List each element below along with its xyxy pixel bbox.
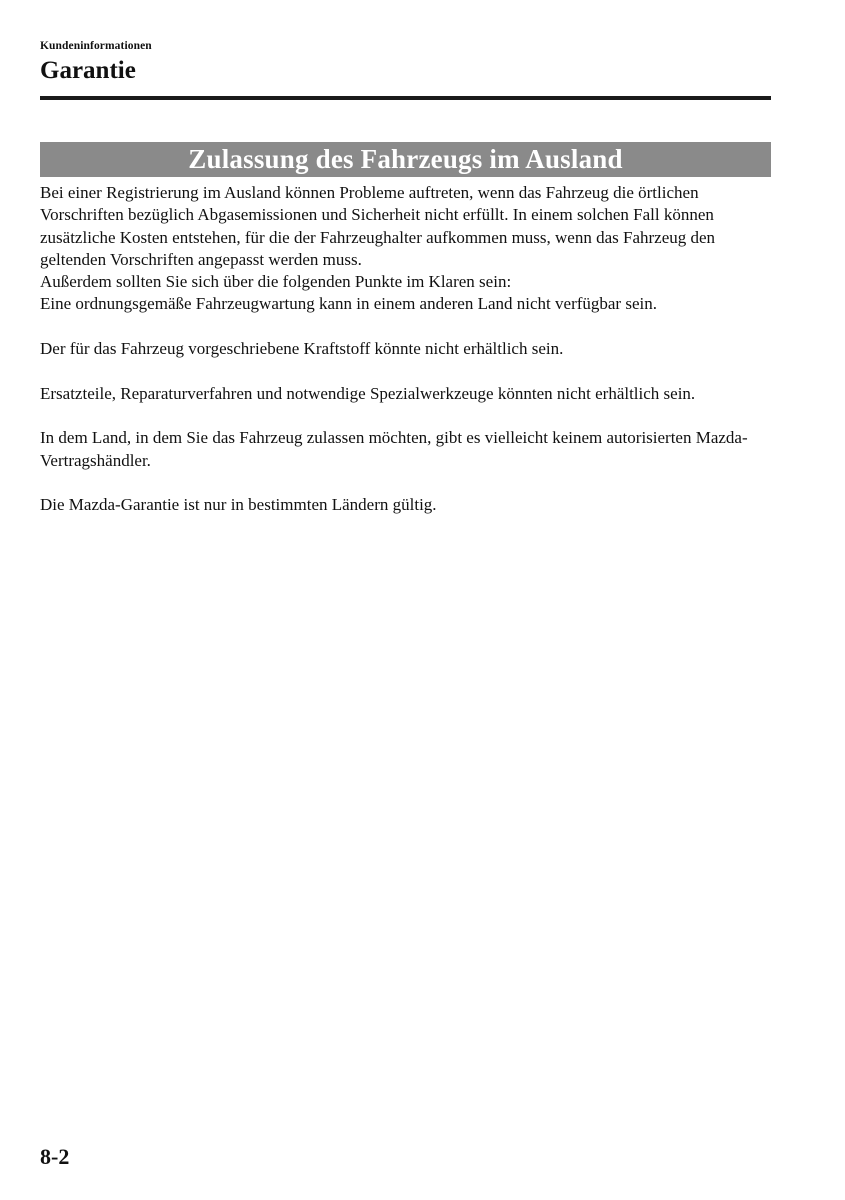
body-paragraph-points-intro: Außerdem sollten Sie sich über die folgenden Punkte im Klaren sein:	[40, 272, 512, 292]
chapter-title: Garantie	[40, 57, 136, 84]
header-divider	[40, 96, 771, 100]
section-body	[40, 182, 775, 539]
body-paragraph-warranty: Die Mazda-Garantie ist nur in bestimmten Ländern gültig.	[40, 495, 437, 515]
body-paragraph-maintenance: Eine ordnungsgemäße Fahrzeugwartung kann in einem anderen Land nicht verfügbar sein.	[40, 294, 657, 314]
section-heading: Zulassung des Fahrzeugs im Ausland	[40, 142, 771, 177]
body-paragraph-parts: Ersatzteile, Reparaturverfahren und notwendige Spezialwerkzeuge könnten nicht erhältlich sein.	[40, 383, 696, 403]
body-paragraph-fuel: Der für das Fahrzeug vorgeschriebene Kraftstoff könnte nicht erhältlich sein.	[40, 339, 564, 359]
body-paragraph-dealer: In dem Land, in dem Sie das Fahrzeug zulassen möchten, gibt es vielleicht keinem autorisierten Mazda-Vertragshändler.	[40, 428, 748, 470]
chapter-kicker: Kundeninformationen	[40, 40, 152, 52]
page-number: 8-2	[40, 1144, 70, 1169]
body-paragraph-intro: Bei einer Registrierung im Ausland können Probleme auftreten, wenn das Fahrzeug die örtlichen Vorschriften bezüglich Abgasemissionen und Sicherheit nicht erfüllt. In einem solchen Fall können zusätzliche Kosten entstehen, für die der Fahrzeughalter aufkommen muss, wenn das Fahrzeug den geltenden Vorschriften angepasst werden muss.	[40, 183, 716, 269]
